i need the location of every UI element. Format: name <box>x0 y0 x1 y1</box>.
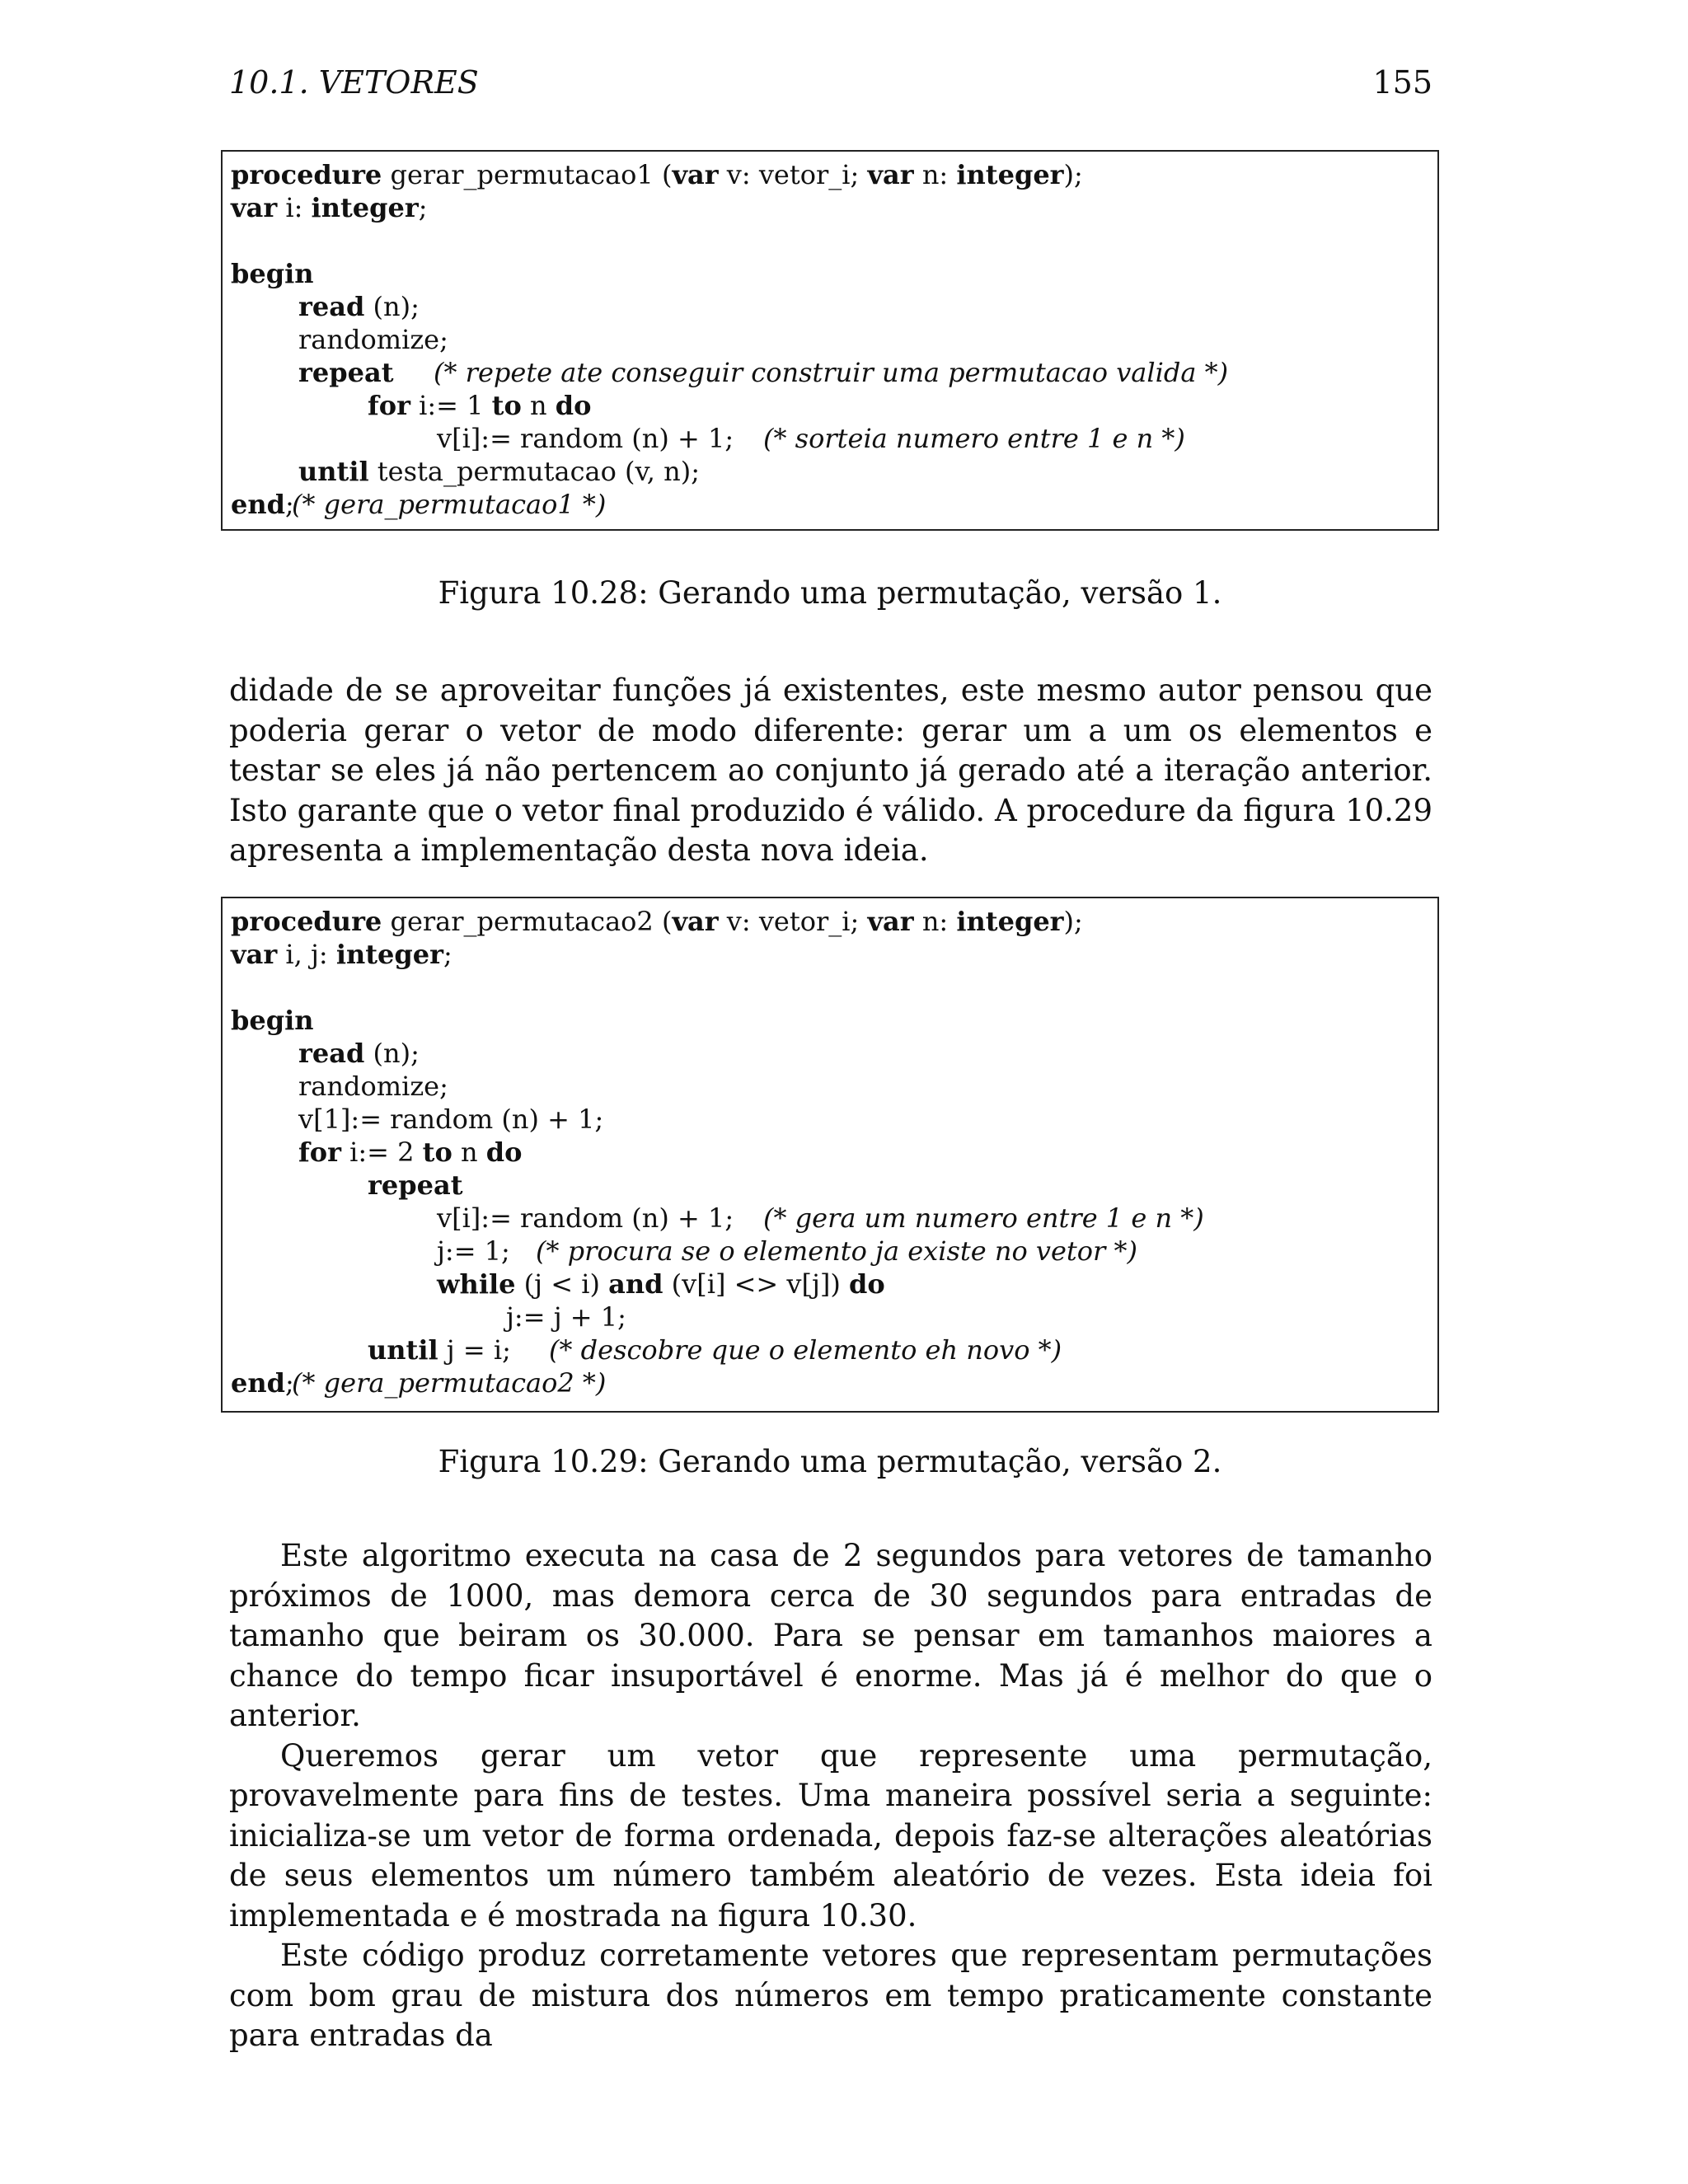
code-comment: (* descobre que o elemento eh novo *) <box>549 1334 1062 1366</box>
body-paragraph: Queremos gerar um vetor que represente uma permutação, provavelmente para fins de testes. Uma maneira possível seria a seguinte: inicializa-se um vetor de forma ordenada, depois faz-se alterações aleatórias de seus elementos um número também aleatório de vezes. Esta ideia foi implementada e é mostrada na figura 10.30. <box>229 1737 1432 1933</box>
code-line: v[i]:= random (n) + 1; <box>437 1202 734 1234</box>
code-line: read (n); <box>298 291 420 322</box>
code-line: randomize; <box>298 324 448 355</box>
code-listing-1 <box>221 150 1439 531</box>
code-listing-2 <box>221 897 1439 1413</box>
chapter-heading: 10.1. VETORES <box>229 64 479 101</box>
code-line: randomize; <box>298 1071 448 1102</box>
code-line: repeat <box>298 357 394 388</box>
code-line: begin <box>231 258 314 289</box>
code-line: var i: integer; <box>231 192 428 223</box>
code-line: read (n); <box>298 1038 420 1069</box>
figure-caption-10-28: Figura 10.28: Gerando uma permutação, versão 1. <box>438 575 1222 611</box>
code-comment: (* sorteia numero entre 1 e n *) <box>763 423 1185 454</box>
code-line: var i, j: integer; <box>231 939 452 970</box>
body-text <box>229 1536 1432 2056</box>
code-line: j:= j + 1; <box>506 1301 626 1333</box>
code-line: v[1]:= random (n) + 1; <box>298 1104 604 1135</box>
code-comment: (* procura se o elemento ja existe no vetor *) <box>536 1235 1137 1267</box>
code-line: for i:= 2 to n do <box>298 1137 523 1168</box>
code-line: procedure gerar_permutacao2 (var v: vetor_i; var n: integer); <box>231 906 1083 937</box>
code-comment: (* repete ate conseguir construir uma permutacao valida *) <box>434 357 1229 388</box>
code-line: j:= 1; <box>437 1235 510 1267</box>
body-paragraph: didade de se aproveitar funções já existentes, este mesmo autor pensou que poderia gerar o vetor de modo diferente: gerar um a um os elementos e testar se eles já não pertencem ao conjunto já gerado até a iteração anterior. Isto garante que o vetor final produzido é válido. A procedure da figura 10.29 apresenta a implementação desta nova ideia. <box>229 673 1432 868</box>
code-comment: (* gera_permutacao1 *) <box>292 489 607 520</box>
code-line: v[i]:= random (n) + 1; <box>437 423 734 454</box>
code-line: until testa_permutacao (v, n); <box>298 456 700 487</box>
code-line: begin <box>231 1005 314 1036</box>
body-paragraph: Este código produz corretamente vetores que representam permutações com bom grau de mistura dos números em tempo praticamente constante para entradas da <box>229 1938 1432 2053</box>
code-line: end; <box>231 489 294 520</box>
code-line: until j = i; <box>368 1334 511 1366</box>
code-comment: (* gera um numero entre 1 e n *) <box>763 1202 1204 1234</box>
code-comment: (* gera_permutacao2 *) <box>292 1367 607 1399</box>
figure-caption-10-29: Figura 10.29: Gerando uma permutação, versão 2. <box>438 1444 1222 1479</box>
page-header <box>229 64 1432 114</box>
code-line: end; <box>231 1367 294 1399</box>
code-line: procedure gerar_permutacao1 (var v: vetor_i; var n: integer); <box>231 159 1083 190</box>
body-paragraph: Este algoritmo executa na casa de 2 segundos para vetores de tamanho próximos de 1000, mas demora cerca de 30 segundos para entradas de tamanho que beiram os 30.000. Para se pensar em tamanhos maiores a chance do tempo ficar insuportável é enorme. Mas já é melhor do que o anterior. <box>229 1538 1432 1733</box>
code-line: while (j < i) and (v[i] <> v[j]) do <box>437 1268 885 1300</box>
page-number: 155 <box>1372 64 1432 101</box>
code-line: for i:= 1 to n do <box>368 390 592 421</box>
code-line: repeat <box>368 1169 463 1201</box>
